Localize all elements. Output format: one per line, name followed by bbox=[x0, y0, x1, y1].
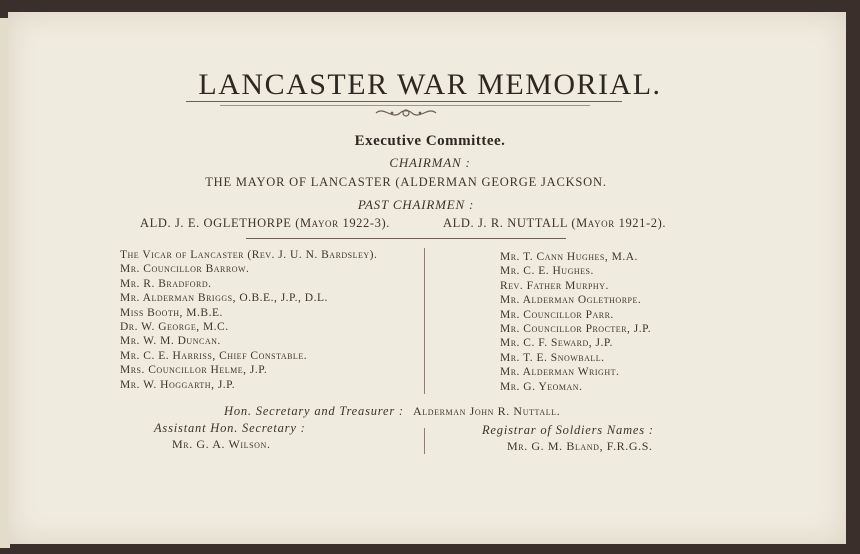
chairman-name: THE MAYOR OF LANCASTER (ALDERMAN GEORGE JACKSON. bbox=[205, 175, 607, 189]
list-item: Mr. Alderman Briggs, O.B.E., J.P., D.L. bbox=[120, 292, 328, 305]
list-item: Mr. Councillor Barrow. bbox=[120, 263, 250, 276]
assistant-secretary-name: Mr. G. A. Wilson. bbox=[172, 437, 271, 451]
list-item: Mr. G. Yeoman. bbox=[500, 380, 583, 393]
list-item: Mr. C. E. Harriss, Chief Constable. bbox=[120, 349, 308, 362]
list-item: Mr. Councillor Parr. bbox=[500, 308, 614, 321]
list-item: Mr. T. Cann Hughes, M.A. bbox=[500, 251, 638, 263]
list-item: Mr. W. M. Duncan. bbox=[120, 335, 221, 348]
registrar-label: Registrar of Soldiers Names : bbox=[482, 423, 654, 437]
list-item: Mr. C. F. Seward, J.P. bbox=[500, 337, 613, 350]
past-chairmen-label: PAST CHAIRMEN : bbox=[357, 197, 475, 212]
column-divider bbox=[424, 248, 425, 394]
list-item: Mr. Councillor Procter, J.P. bbox=[500, 323, 652, 336]
title-rule-top bbox=[186, 101, 622, 102]
list-item: Mrs. Councillor Helme, J.P. bbox=[120, 364, 268, 377]
page-title: LANCASTER WAR MEMORIAL. bbox=[198, 68, 662, 101]
members-left-list bbox=[120, 248, 377, 392]
past-chairman-2: ALD. J. R. NUTTALL (Mayor 1921-2). bbox=[443, 216, 667, 230]
list-item: Mr. Alderman Wright. bbox=[500, 366, 620, 379]
list-item: Mr. Alderman Oglethorpe. bbox=[500, 294, 642, 307]
secretary-label: Hon. Secretary and Treasurer : bbox=[224, 404, 404, 418]
list-item: Mr. C. E. Hughes. bbox=[500, 265, 594, 278]
secretary-name: Alderman John R. Nuttall. bbox=[413, 404, 561, 418]
list-item: Mr. T. E. Snowball. bbox=[500, 351, 605, 364]
members-right-list bbox=[500, 250, 651, 394]
registrar-name: Mr. G. M. Bland, F.R.G.S. bbox=[507, 439, 653, 453]
list-item: Miss Booth, M.B.E. bbox=[120, 306, 223, 319]
ornament-icon bbox=[374, 104, 438, 122]
section-divider bbox=[246, 238, 566, 239]
list-item: Mr. W. Hoggarth, J.P. bbox=[120, 378, 236, 391]
footer-divider bbox=[424, 428, 425, 454]
past-chairman-1: ALD. J. E. OGLETHORPE (Mayor 1922-3). bbox=[140, 216, 390, 230]
list-item: Rev. Father Murphy. bbox=[500, 279, 609, 292]
list-item: Mr. R. Bradford. bbox=[120, 277, 212, 290]
assistant-secretary-label: Assistant Hon. Secretary : bbox=[154, 421, 306, 435]
committee-heading: Executive Committee. bbox=[354, 133, 506, 149]
list-item: Dr. W. George, M.C. bbox=[120, 321, 229, 334]
chairman-label: CHAIRMAN : bbox=[389, 155, 471, 170]
list-item: The Vicar of Lancaster (Rev. J. U. N. Bardsley). bbox=[120, 249, 378, 261]
